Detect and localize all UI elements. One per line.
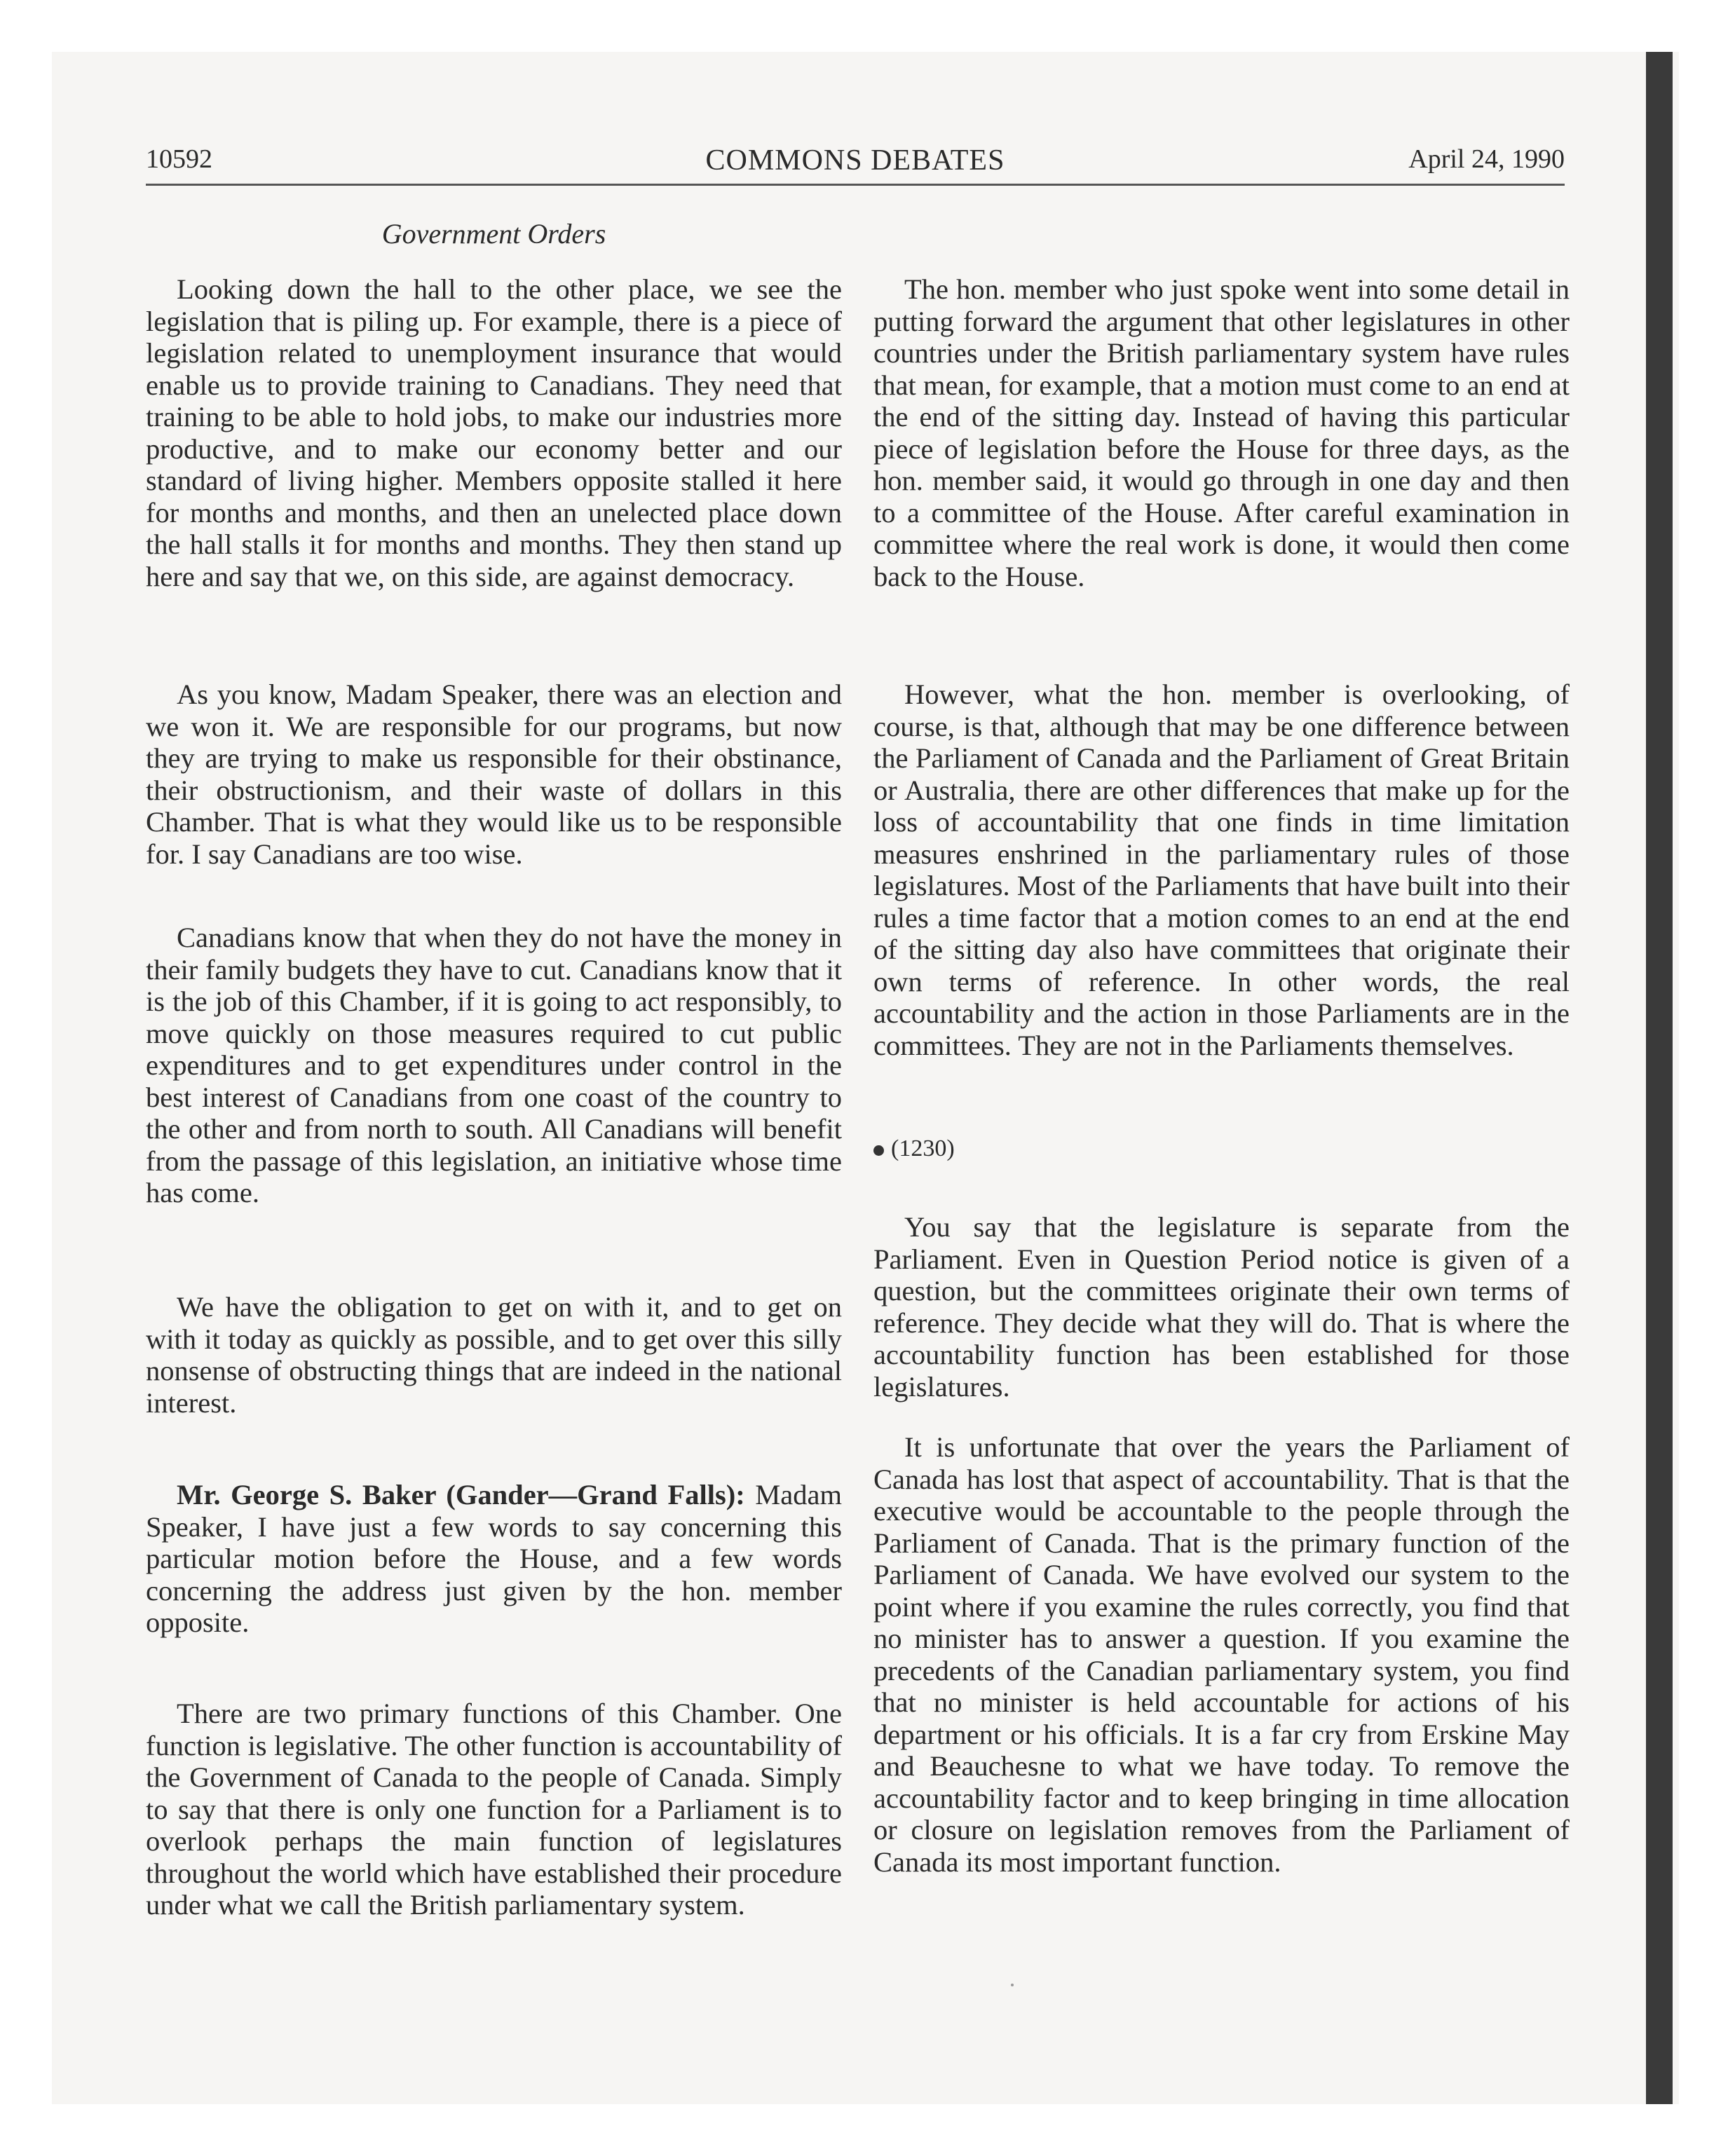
header-rule — [146, 184, 1565, 186]
paragraph: Looking down the hall to the other place, we see the legislation that is piling up. For example, there is a piece of legislation related to unemployment insurance that would enable us to provide training to Canadians. They need that training to be able to hold jobs, to make our industries more productive, and to make our economy better and our standard of living higher. Members opposite stalled it here for months and months, and then an unelected place down the hall stalls it for months and months. They then stand up here and say that we, on this side, are against democracy. — [146, 273, 842, 592]
paragraph: The hon. member who just spoke went into some detail in putting forward the argument that other legislatures in other countries under the British parliamentary system have rules that mean, for example, that a motion must come to an end at the end of the sitting day. Instead of having this particular piece of legislation before the House for three days, as the hon. member said, it would go through in one day and then to a committee of the House. After careful examination in committee where the real work is done, it would then come back to the House. — [873, 273, 1570, 592]
paragraph: Canadians know that when they do not have the money in their family budgets they have to cut. Canadians know that it is the job of this Chamber, if it is going to act responsibly, to move quickly on those measures required to cut public expenditures and to get expenditures under control in the best interest of Canadians from one coast of the country to the other and from north to south. All Canadians will benefit from the passage of this legislation, an initiative whose time has come. — [146, 922, 842, 1208]
speech-text: Madam Speaker, I have just a few words to say concerning this particular motion before the House, and a few words concerning the address just given by the hon. member opposite. — [146, 1479, 842, 1638]
paragraph: As you know, Madam Speaker, there was an election and we won it. We are responsible for our programs, but now they are trying to make us responsible for their obstinance, their obstructionism, and their waste of dollars in this Chamber. That is what they would like us to be responsible for. I say Canadians are too wise. — [146, 678, 842, 870]
time-marker-text: (1230) — [891, 1135, 955, 1161]
speaker-name: Mr. George S. Baker (Gander—Grand Falls): — [177, 1479, 745, 1510]
speech-paragraph — [146, 1479, 842, 1639]
page-date: April 24, 1990 — [1408, 144, 1565, 174]
left-column — [146, 273, 842, 1970]
page-edge-shadow — [1646, 52, 1673, 2104]
bullet-icon — [873, 1145, 884, 1156]
paragraph: We have the obligation to get on with it, and to get on with it today as quickly as possible, and to get over this silly nonsense of obstructing things that are indeed in the national interest. — [146, 1291, 842, 1419]
page-number: 10592 — [146, 144, 212, 174]
paragraph: You say that the legislature is separate from the Parliament. Even in Question Period notice is given of a question, but the committees originate their own terms of reference. They decide what they will do. That is where the accountability function has been established for those legislatures. — [873, 1211, 1570, 1403]
paragraph: It is unfortunate that over the years the Parliament of Canada has lost that aspect of accountability. That is that the executive would be accountable to the people through the Parliament of Canada. That is the primary function of the Parliament of Canada. We have evolved our system to the point where if you examine the rules correctly, you find that no minister has to answer a question. If you examine the precedents of the Canadian parliamentary system, you find that no minister is held accountable for actions of his department or his officials. It is a far cry from Erskine May and Beauchesne to what we have today. To remove the accountability factor and to keep bringing in time allocation or closure on legislation removes from the Parliament of Canada its most important function. — [873, 1431, 1570, 1878]
time-marker — [873, 1133, 955, 1165]
journal-title: COMMONS DEBATES — [705, 144, 1005, 177]
paragraph: There are two primary functions of this Chamber. One function is legislative. The other function is accountability of the Government of Canada to the people of Canada. Simply to say that there is only one function for a Parliament is to overlook perhaps the main function of legislatures throughout the world which have established their procedure under what we call the British parliamentary system. — [146, 1698, 842, 1920]
running-header — [146, 144, 1565, 186]
section-label: Government Orders — [381, 218, 606, 250]
scan-speck — [1011, 1984, 1014, 1986]
right-column — [873, 273, 1570, 1970]
paragraph: However, what the hon. member is overlooking, of course, is that, although that may be one difference between the Parliament of Canada and the Parliament of Great Britain or Australia, there are other differences that make up for the loss of accountability that one finds in time limitation measures enshrined in the parliamentary rules of those legislatures. Most of the Parliaments that have built into their rules a time factor that a motion comes to an end at the end of the sitting day also have committees that originate their own terms of reference. In other words, the real accountability and the action in those Parliaments are in the committees. They are not in the Parliaments themselves. — [873, 678, 1570, 1061]
